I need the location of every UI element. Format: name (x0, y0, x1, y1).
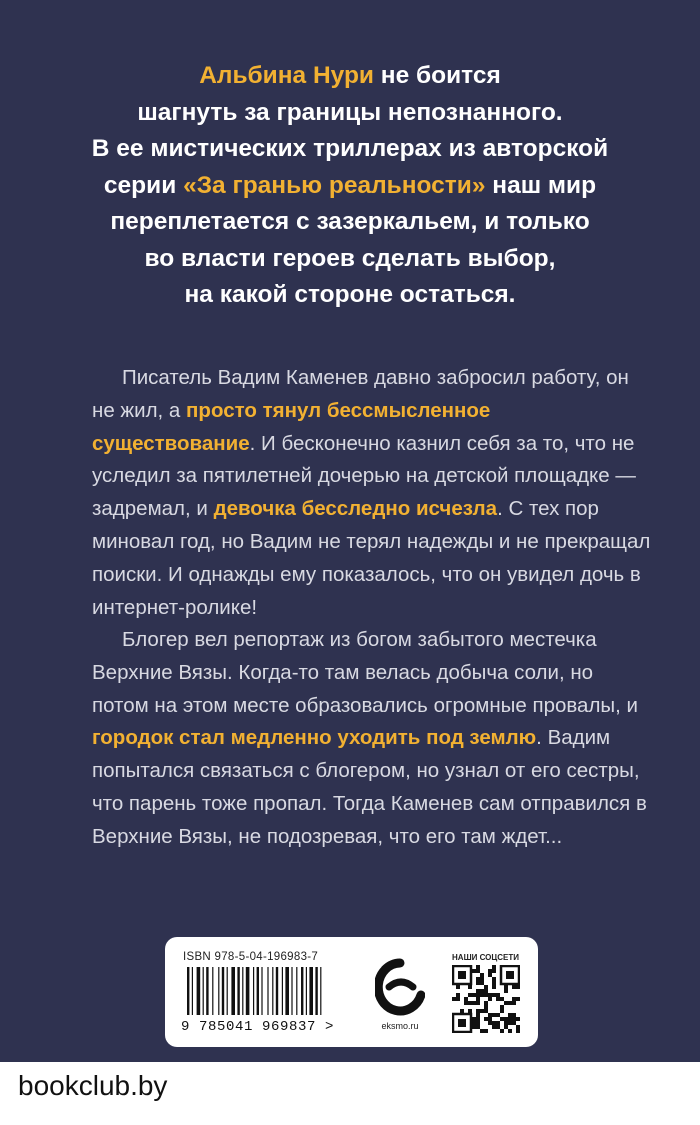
qr-code-icon[interactable] (452, 965, 520, 1033)
desc-highlight: городок стал медленно уходить под землю (92, 726, 537, 750)
author-blurb (40, 58, 660, 314)
series-name: «За гранью реальности» (183, 171, 486, 199)
desc-text: . С тех пор миновал год, но Вадим не терял надежды и не прекращал поиски. И однажды ему показалось, что он увидел дочь в интернет-ролике! (92, 497, 651, 619)
blurb-text: серии (103, 171, 184, 199)
blurb-line: на какой стороне остаться. (184, 281, 516, 308)
desc-highlight: просто тянул бессмысленное существование (92, 398, 491, 455)
eksmo-logo-icon (375, 957, 425, 1017)
desc-text: . И бесконечно казнил себя за то, что не уследил за пятилетней дочерью на детской площадке — задремал, и (92, 431, 636, 521)
site-label: eksmo.ru (381, 1021, 419, 1031)
blurb-line: шагнуть за границы непознанного. (137, 98, 563, 126)
barcode-icon (185, 967, 365, 1019)
desc-text: Блогер вел репортаж из богом забытого местечка Верхние Вязы. Когда-то там велась добыча соли, но потом на этом месте образовались огромные провалы, и (92, 628, 638, 717)
author-name: Альбина Нури (199, 62, 374, 89)
description-paragraph-1 (92, 362, 652, 624)
blurb-text: наш мир (485, 171, 597, 199)
desc-text: . Вадим попытался связаться с блогером, но узнал от его сестры, что парень тоже пропал. Тогда Каменев сам отправился в Верхние Вязы, не подозревая, что его там ждет... (92, 726, 647, 848)
blurb-line: переплетается с зазеркальем, и только (110, 208, 590, 235)
description-paragraph-2 (92, 624, 652, 854)
barcode-number: 9 785041 969837 > (181, 1019, 335, 1035)
blurb-line: В ее мистических триллерах из авторской (91, 135, 609, 162)
barcode-panel (165, 937, 538, 1047)
desc-text: Писатель Вадим Каменев давно забросил работу, он не жил, а (92, 366, 629, 422)
blurb-text: не боится (373, 62, 501, 89)
desc-highlight: девочка бесследно исчезла (213, 497, 498, 521)
social-label: НАШИ СОЦСЕТИ (452, 953, 519, 962)
blurb-line: во власти героев сделать выбор, (144, 244, 556, 272)
watermark: bookclub.by (18, 1070, 168, 1101)
isbn-label: ISBN 978-5-04-196983-7 (183, 951, 319, 963)
